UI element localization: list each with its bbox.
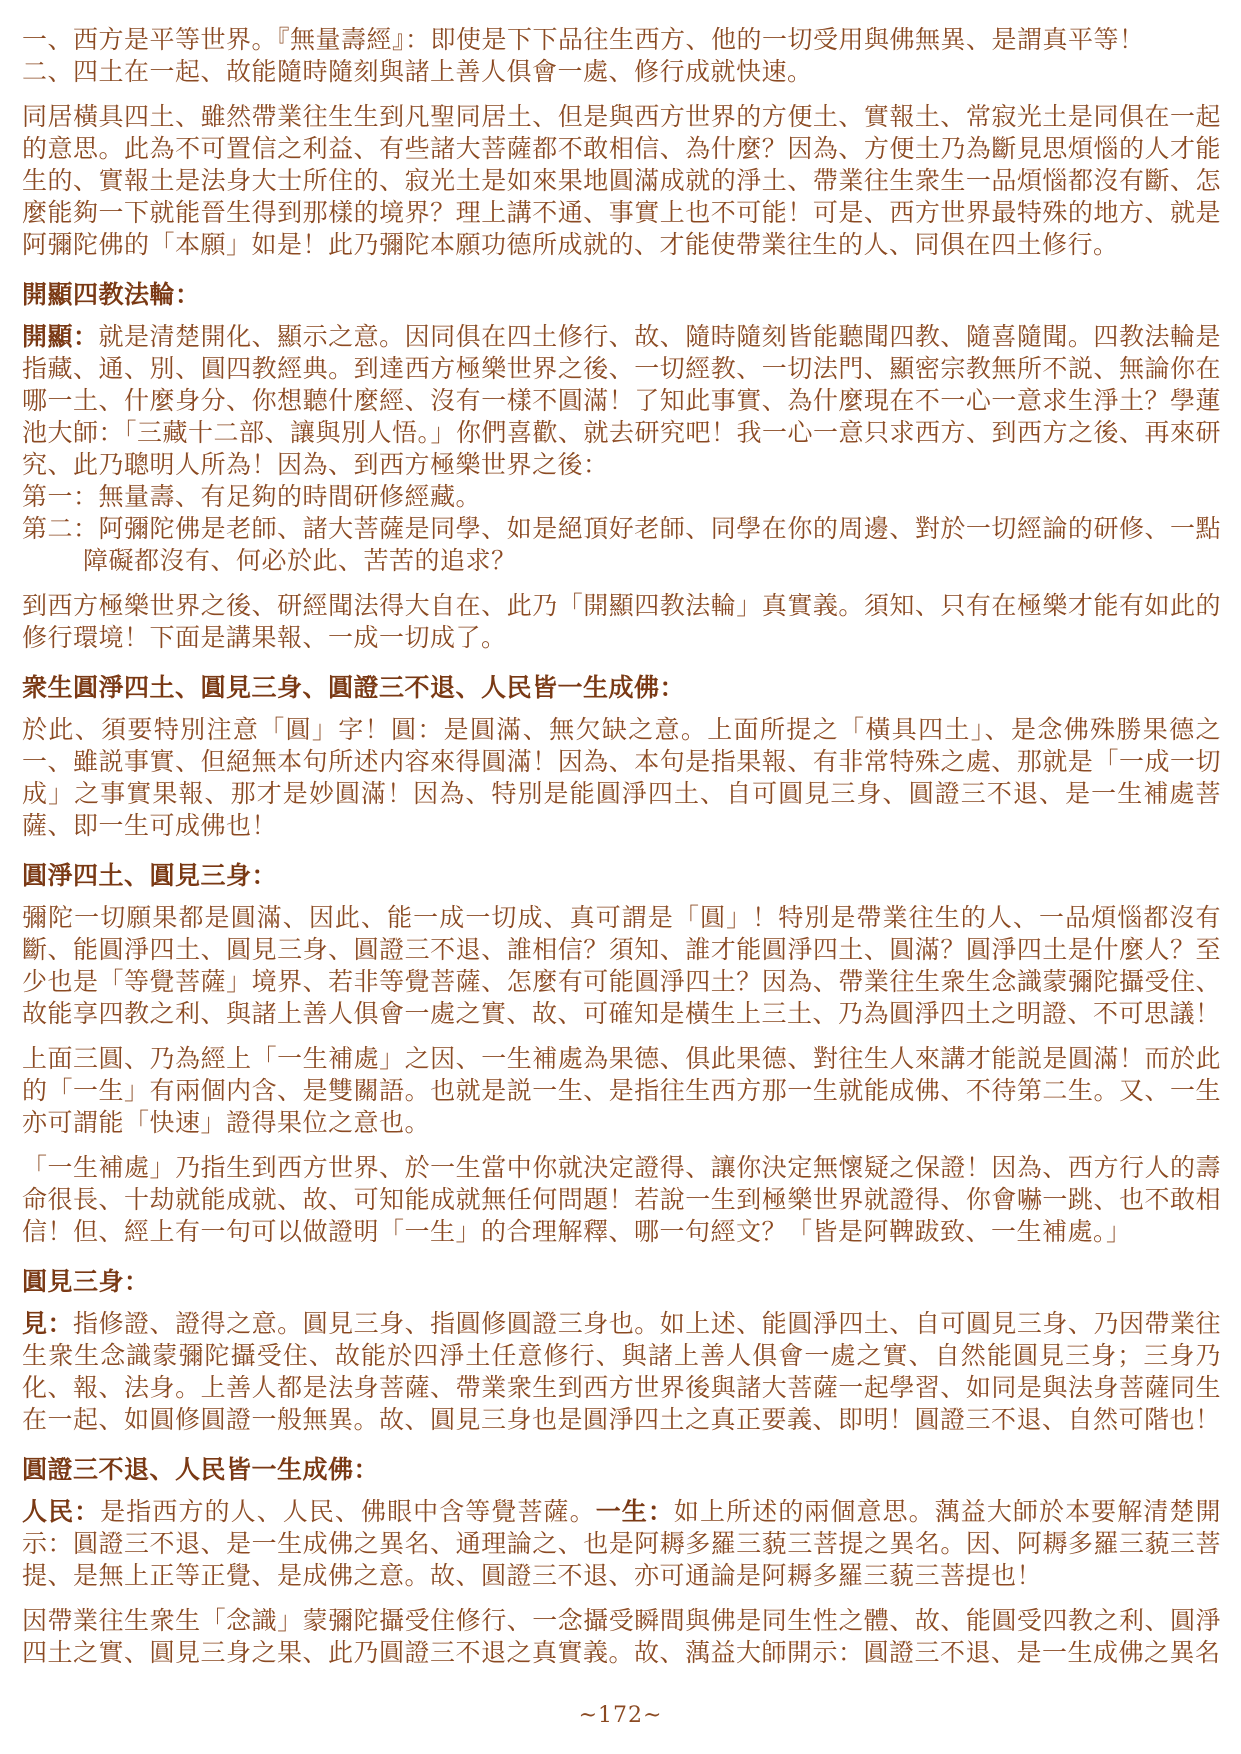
paragraph-yisheng-text: 如上所述的兩個意思。蕅益大師於本要解清楚開示：圓證三不退、是一生成佛之異名、通理論之、也是阿耨多羅三藐三菩提之異名。因、阿耨多羅三藐三菩提、是無上正等正覺、是成佛之意。故、圓證三不退、亦可通論是阿耨多羅三藐三菩提也！ — [22, 1497, 1221, 1590]
paragraph-renmin — [22, 1496, 1221, 1592]
paragraph-kaixian-text: 就是清楚開化、顯示之意。因同俱在四土修行、故、隨時隨刻皆能聽聞四教、隨喜隨聞。四教法輪是指藏、通、別、圓四教經典。到達西方極樂世界之後、一切經教、一切法門、顯密宗教無所不説、無論你在哪一土、什麼身分、你想聽什麼經、沒有一樣不圓滿！了知此事實、為什麼現在不一心一意求生淨土？學蓮池大師：「三藏十二部、讓與別人悟。」你們喜歡、就去研究吧！我一心一意只求西方、到西方之後、再來研究、此乃聰明人所為！因為、到西方極樂世界之後： — [22, 322, 1222, 479]
page-number: ~172~ — [578, 1703, 663, 1728]
paragraph-after-arrival: 到西方極樂世界之後、研經聞法得大自在、此乃「開顯四教法輪」真實義。須知、只有在極樂才能有如此的修行環境！下面是講果報、一成一切成了。 — [22, 591, 1221, 652]
paragraph-four-lands: 同居橫具四土、雖然帶業往生生到凡聖同居土、但是與西方世界的方便土、實報土、常寂光土是同俱在一起的意思。此為不可置信之利益、有些諸大菩薩都不敢相信、為什麼？因為、方便土乃為斷見思煩惱的人才能生的、實報土是法身大士所住的、寂光土是如來果地圓滿成就的淨土、帶業往生衆生一品煩惱都沒有斷、怎麼能夠一下就能晉生得到那樣的境界？理上講不通、事實上也不可能！可是、西方世界最特殊的地方、就是阿彌陀佛的「本願」如是！此乃彌陀本願功德所成就的、才能使帶業往生的人、同俱在四土修行。 — [22, 102, 1221, 259]
paragraph-renmin-text: 是指西方的人、人民、佛眼中含等覺菩薩。 — [100, 1497, 596, 1526]
paragraph-mituo-yuan: 彌陀一切願果都是圓滿、因此、能一成一切成、真可謂是「圓」！特別是帶業往生的人、一品煩惱都沒有斷、能圓淨四土、圓見三身、圓證三不退、誰相信？須知、誰才能圓淨四土、圓滿？圓淨四土是什麼人？至少也是「等覺菩薩」境界、若非等覺菩薩、怎麼有可能圓淨四土？因為、帶業往生衆生念識蒙彌陀攝受住、故能享四教之利、與諸上善人俱會一處之實、故、可確知是橫生上三土、乃為圓淨四土之明證、不可思議！ — [22, 903, 1221, 1028]
term-label-kaixian: 開顯： — [22, 322, 99, 351]
intro-points — [22, 24, 1221, 88]
paragraph-yisheng-buchu: 「一生補處」乃指生到西方世界、於一生當中你就決定證得、讓你決定無懷疑之保證！因為、西方行人的壽命很長、十劫就能成就、故、可知能成就無任何問題！若說一生到極樂世界就證得、你會嚇一跳、也不敢相信！但、經上有一句可以做證明「一生」的合理解釋、哪一句經文？「皆是阿鞞跋致、一生補處。」 — [22, 1153, 1221, 1246]
section-heading-four-teachings-wheel: 開顯四教法輪： — [22, 280, 201, 309]
paragraph-nianshi: 因帶業往生衆生「念識」蒙彌陀攝受住修行、一念攝受瞬間與佛是同生性之體、故、能圓受四教之利、圓淨四土之實、圓見三身之果、此乃圓證三不退之真實義。故、蕅益大師開示：圓證三不退、是一生成佛之異名 — [22, 1606, 1221, 1667]
document-body — [22, 24, 1221, 1682]
paragraph-kaixian — [22, 321, 1221, 481]
section-heading-one-life-buddhahood: 衆生圓淨四土、圓見三身、圓證三不退、人民皆一生成佛： — [22, 673, 686, 702]
paragraph-jian-text: 指修證、證得之意。圓見三身、指圓修圓證三身也。如上述、能圓淨四土、自可圓見三身、乃因帶業往生衆生念識蒙彌陀攝受住、故能於四淨土任意修行、與諸上善人俱會一處之實、自然能圓見三身；三身乃化、報、法身。上善人都是法身菩薩、帶業衆生到西方世界後與諸大菩薩一起學習、如同是與法身菩薩同生在一起、如圓修圓證一般無異。故、圓見三身也是圓淨四土之真正要義、即明！圓證三不退、自然可階也！ — [22, 1309, 1221, 1434]
intro-point-1: 一、西方是平等世界。『無量壽經』：即使是下下品往生西方、他的一切受用與佛無異、是謂真平等！ — [22, 25, 1145, 54]
intro-point-2: 二、四土在一起、故能隨時隨刻與諸上善人俱會一處、修行成就快速。 — [22, 57, 813, 86]
list-item-first: 第一：無量壽、有足夠的時間研修經藏。 — [22, 482, 482, 511]
section-heading-yuanjian-sanshen: 圓見三身： — [22, 1267, 150, 1296]
paragraph-three-yuan: 上面三圓、乃為經上「一生補處」之因、一生補處為果德、俱此果德、對往生人來講才能説是圓滿！而於此的「一生」有兩個内含、是雙關語。也就是説一生、是指往生西方那一生就能成佛、不待第二生。又、一生亦可謂能「快速」證得果位之意也。 — [22, 1044, 1221, 1137]
paragraph-jian — [22, 1308, 1221, 1436]
term-label-jian: 見： — [22, 1309, 74, 1338]
term-label-renmin: 人民： — [22, 1497, 101, 1526]
section-heading-yuanjing-situ: 圓淨四土、圓見三身： — [22, 861, 278, 890]
section-heading-yuanzheng-santuitui: 圓證三不退、人民皆一生成佛： — [22, 1455, 380, 1484]
list-item-second: 第二：阿彌陀佛是老師、諸大菩薩是同學、如是絕頂好老師、同學在你的周邊、對於一切經論的研修、一點障礙都沒有、何必於此、苦苦的追求？ — [22, 514, 1221, 575]
term-label-yisheng: 一生： — [595, 1497, 674, 1526]
paragraph-yuan-character: 於此、須要特別注意「圓」字！圓：是圓滿、無欠缺之意。上面所提之「橫具四土」、是念佛殊勝果德之一、雖説事實、但絕無本句所述内容來得圓滿！因為、本句是指果報、有非常特殊之處、那就是「一成一切成」之事實果報、那才是妙圓滿！因為、特別是能圓淨四土、自可圓見三身、圓證三不退、是一生補處菩薩、即一生可成佛也！ — [22, 715, 1221, 840]
